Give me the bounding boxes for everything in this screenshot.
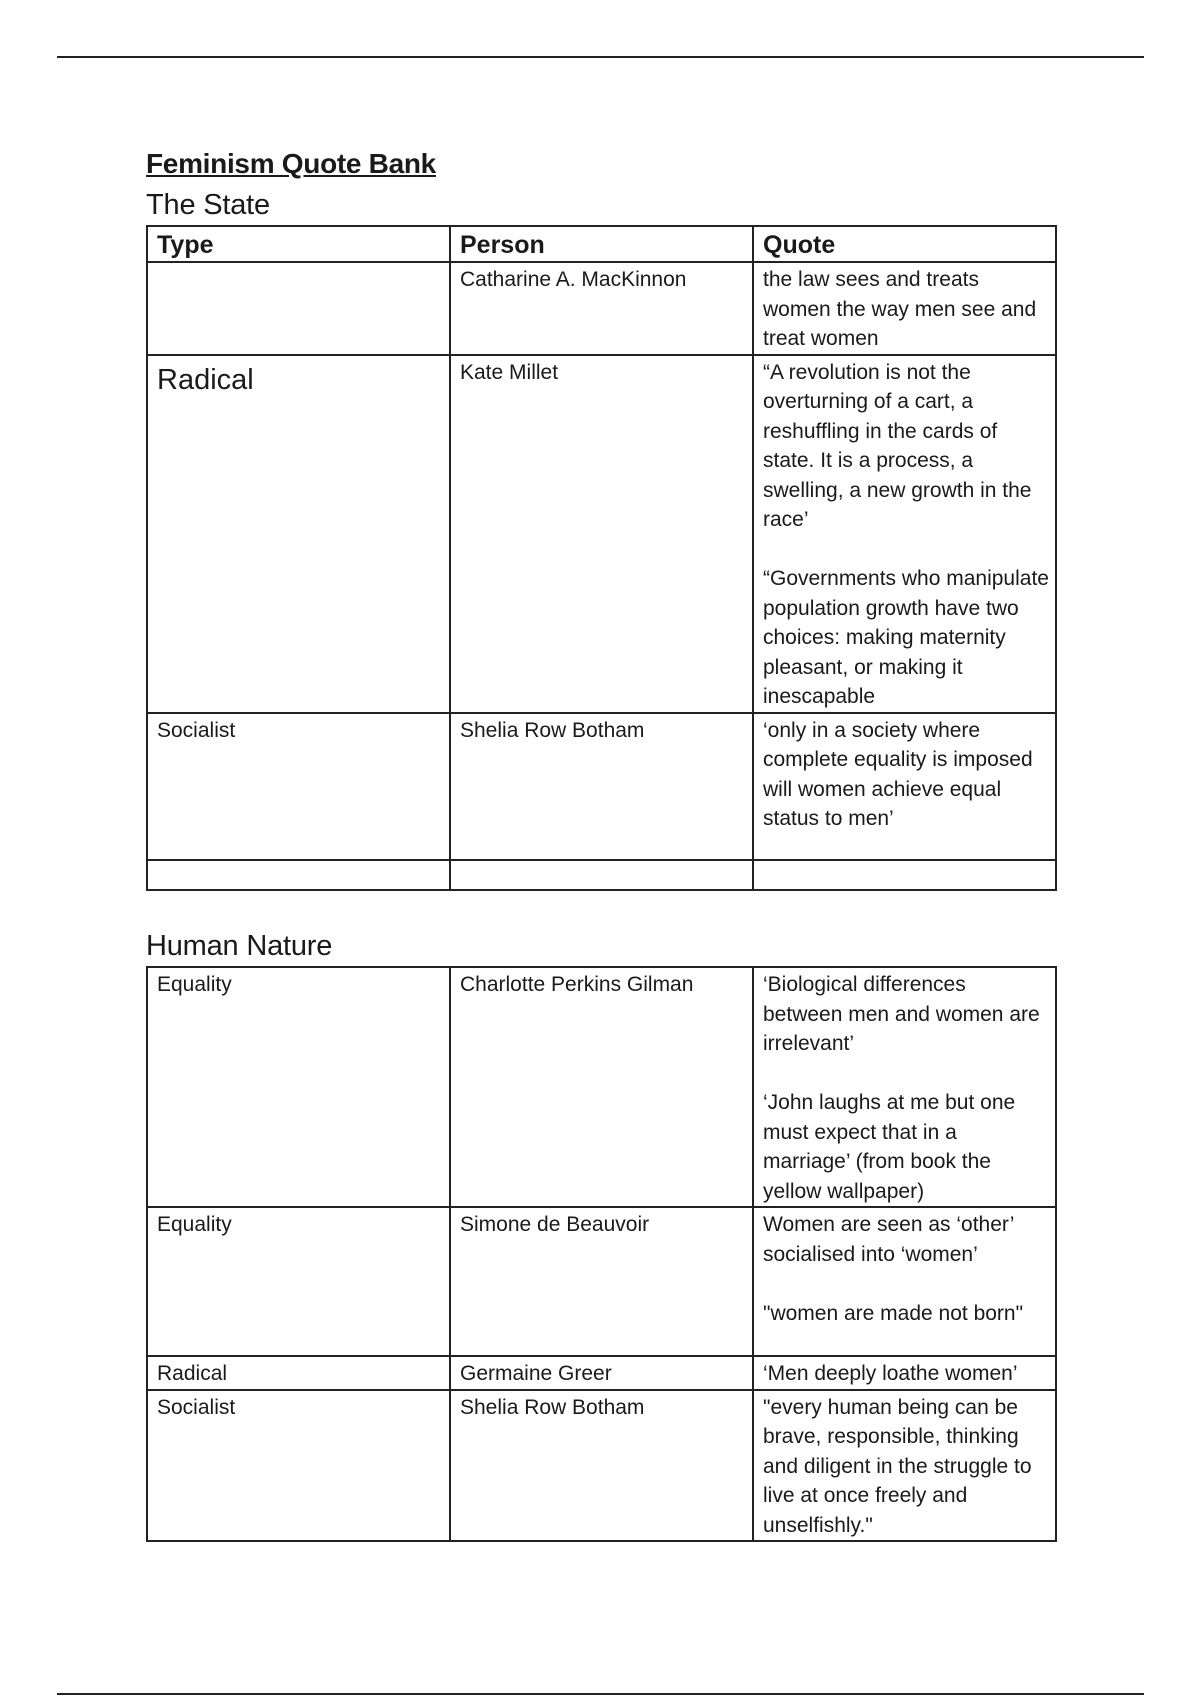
column-header-quote: Quote — [753, 226, 1056, 262]
section-heading-human-nature: Human Nature — [146, 930, 333, 962]
quote-cell — [753, 860, 1056, 890]
column-header-type: Type — [147, 226, 450, 262]
person-cell: Shelia Row Botham — [450, 1390, 753, 1542]
header-rule — [57, 56, 1144, 58]
person-cell: Charlotte Perkins Gilman — [450, 967, 753, 1207]
table-header-row — [147, 226, 1056, 262]
type-cell — [147, 860, 450, 890]
table-row — [147, 1356, 1056, 1390]
the-state-quote-table — [146, 225, 1057, 891]
quote-cell: ‘only in a society where complete equality is imposed will women achieve equal status to men’ — [753, 713, 1056, 860]
table-row — [147, 355, 1056, 713]
type-cell: Equality — [147, 967, 450, 1207]
quote-cell: Women are seen as ‘other’ socialised into ‘women’ "women are made not born" — [753, 1207, 1056, 1356]
human-nature-quote-table — [146, 966, 1057, 1542]
quote-cell: the law sees and treats women the way men see and treat women — [753, 262, 1056, 355]
quote-cell: "every human being can be brave, responsible, thinking and diligent in the struggle to live at once freely and unselfishly." — [753, 1390, 1056, 1542]
table-row-empty — [147, 860, 1056, 890]
table-row — [147, 1207, 1056, 1356]
person-cell: Shelia Row Botham — [450, 713, 753, 860]
quote-cell: ‘Men deeply loathe women’ — [753, 1356, 1056, 1390]
type-cell — [147, 262, 450, 355]
type-cell: Equality — [147, 1207, 450, 1356]
type-cell: Socialist — [147, 1390, 450, 1542]
table-row — [147, 262, 1056, 355]
person-cell: Catharine A. MacKinnon — [450, 262, 753, 355]
quote-cell: “A revolution is not the overturning of a cart, a reshuffling in the cards of state. It is a process, a swelling, a new growth in the race’ “Governments who manipulate population growth have two choices: making maternity pleasant, or making it inescapable — [753, 355, 1056, 713]
type-cell: Radical — [147, 355, 450, 713]
person-cell: Germaine Greer — [450, 1356, 753, 1390]
table-row — [147, 967, 1056, 1207]
table-row — [147, 713, 1056, 860]
type-cell: Radical — [147, 1356, 450, 1390]
table-row — [147, 1390, 1056, 1542]
section-heading-the-state: The State — [146, 189, 270, 221]
footer-rule — [57, 1693, 1144, 1695]
person-cell: Simone de Beauvoir — [450, 1207, 753, 1356]
column-header-person: Person — [450, 226, 753, 262]
type-cell: Socialist — [147, 713, 450, 860]
quote-cell: ‘Biological differences between men and women are irrelevant’ ‘John laughs at me but one must expect that in a marriage’ (from book the yellow wallpaper) — [753, 967, 1056, 1207]
person-cell — [450, 860, 753, 890]
document-title: Feminism Quote Bank — [146, 148, 436, 179]
person-cell: Kate Millet — [450, 355, 753, 713]
